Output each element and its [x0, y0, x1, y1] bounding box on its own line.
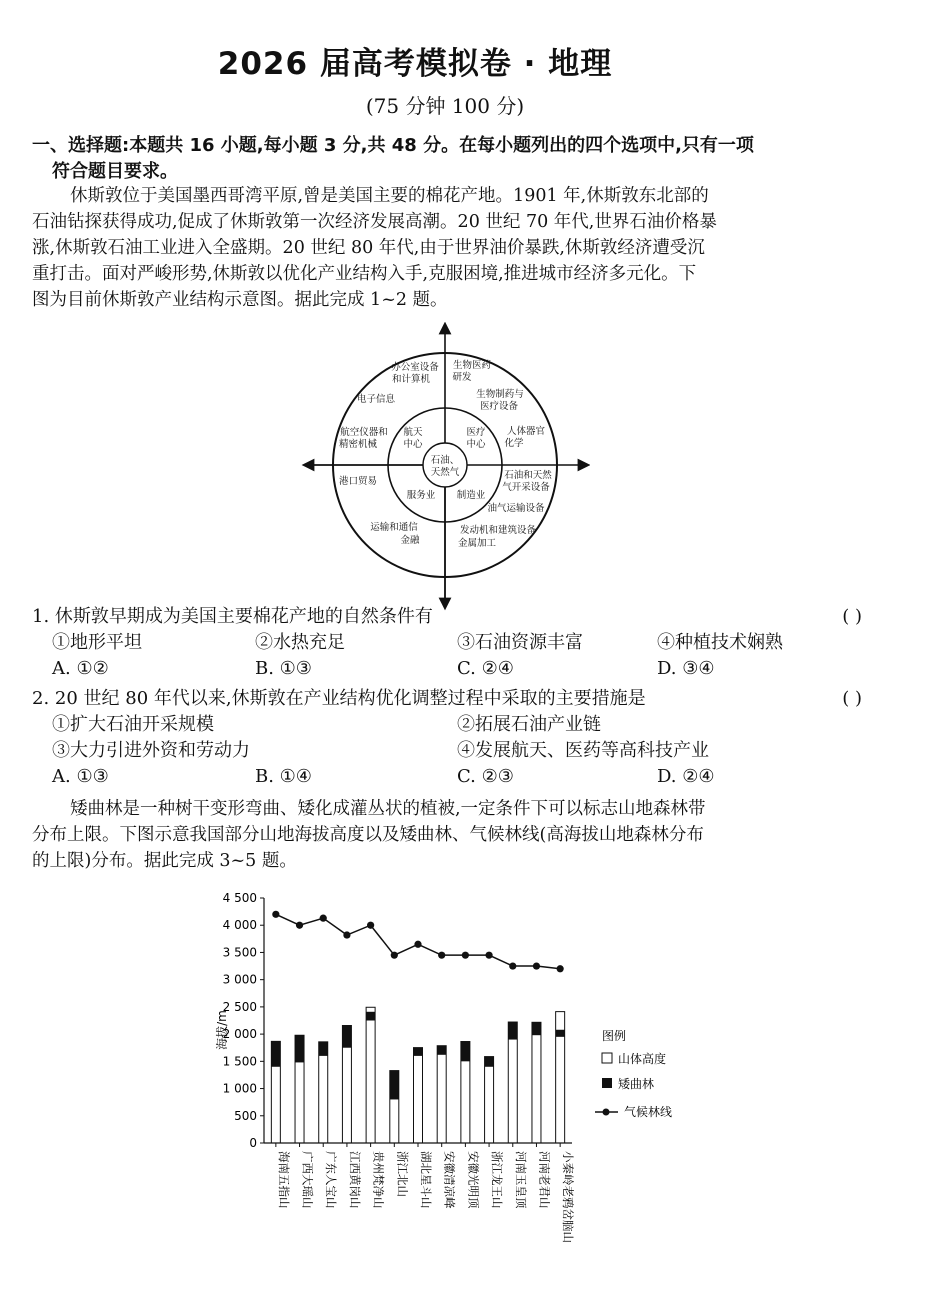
label-transport-2: 金融 — [400, 535, 420, 546]
x-tick-label: 广东人宝山 — [324, 1151, 339, 1209]
statement: ④发展航天、医药等高科技产业 — [457, 740, 709, 761]
krummholz-bar — [295, 1035, 304, 1062]
label-biopharma-1: 生物制药与 — [476, 389, 524, 400]
treeline-point — [272, 911, 279, 918]
y-tick-label: 2 500 — [222, 999, 257, 1014]
label-biomed-1: 生物医药 — [452, 360, 492, 371]
statement-row — [32, 738, 862, 764]
mountain-height-bar — [437, 1046, 446, 1143]
passage-houston — [32, 183, 862, 313]
x-tick-label: 海南五指山 — [276, 1151, 291, 1209]
krummholz-bar — [414, 1048, 423, 1056]
x-tick-label: 浙江北山 — [395, 1151, 410, 1197]
krummholz-bar — [556, 1030, 565, 1037]
x-tick-label: 安徽光明顶 — [466, 1151, 481, 1209]
question-1 — [32, 604, 862, 682]
mountain-height-bar — [532, 1022, 541, 1143]
x-tick-label: 湖北星斗山 — [419, 1151, 433, 1209]
statement: ①地形平坦 — [52, 632, 142, 653]
mountain-height-bar — [319, 1042, 328, 1143]
passage-line: 重打击。面对严峻形势,休斯敦以优化产业结构入手,克服困境,推进城市经济多元化。下 — [32, 264, 697, 284]
mountain-height-bar — [485, 1057, 494, 1143]
question-stem: 1. 休斯敦早期成为美国主要棉花产地的自然条件有 — [32, 606, 433, 627]
statement: ④种植技术娴熟 — [657, 632, 783, 653]
y-tick-label: 3 000 — [222, 972, 257, 987]
legend-title: 图例 — [602, 1029, 627, 1043]
legend-label-mountain: 山体高度 — [618, 1052, 667, 1066]
section-heading-line2: 符合题目要求。 — [52, 161, 178, 182]
option-d[interactable]: D. ②④ — [657, 766, 715, 787]
answer-bracket: ( ) — [842, 688, 862, 709]
label-organ-1: 人体器官 — [506, 426, 546, 437]
treeline-point — [391, 952, 398, 959]
answer-bracket: ( ) — [842, 606, 862, 627]
legend-swatch-mountain — [602, 1053, 612, 1063]
legend-label-krummholz: 矮曲林 — [618, 1077, 655, 1091]
statement: ③石油资源丰富 — [457, 632, 583, 653]
center-label-1: 石油、 — [430, 455, 460, 466]
krummholz-bar — [319, 1042, 328, 1056]
x-tick-label: 贵州梵净山 — [371, 1151, 386, 1209]
krummholz-bar — [366, 1012, 375, 1021]
x-tick-label: 河南玉皇顶 — [513, 1151, 528, 1209]
x-tick-label: 河南老君山 — [537, 1151, 552, 1209]
treeline-point — [509, 962, 516, 969]
option-c[interactable]: C. ②④ — [457, 658, 514, 679]
label-port: 港口贸易 — [338, 476, 378, 487]
x-tick-label: 江西黄岗山 — [347, 1151, 362, 1209]
page-title: 2026 届高考模拟卷 · 地理 — [217, 46, 613, 82]
statement: ②水热充足 — [255, 632, 345, 653]
x-tick-label: 小秦岭老鸦岔脑山 — [561, 1151, 576, 1243]
treeline-point — [557, 965, 564, 972]
label-avionics-2: 精密机械 — [338, 439, 378, 450]
y-tick-label: 500 — [234, 1108, 257, 1123]
legend-swatch-krummholz — [602, 1078, 612, 1088]
label-engine-1: 发动机和建筑设备 — [459, 525, 537, 536]
statement: ③大力引进外资和劳动力 — [52, 740, 250, 761]
krummholz-bar — [461, 1042, 470, 1062]
option-b[interactable]: B. ①③ — [255, 658, 312, 679]
statement-row — [32, 630, 862, 656]
y-tick-label: 0 — [249, 1136, 257, 1150]
label-avionics-1: 航空仪器和 — [340, 427, 388, 438]
x-tick-label: 浙江龙王山 — [490, 1151, 505, 1209]
label-pipeline: 油气运输设备 — [487, 503, 545, 514]
industry-structure-diagram — [300, 322, 590, 612]
krummholz-bar — [342, 1026, 351, 1048]
label-medical-2: 中心 — [466, 439, 486, 450]
label-oilgas-equip-1: 石油和天然 — [504, 470, 552, 481]
treeline-point — [533, 962, 540, 969]
option-b[interactable]: B. ①④ — [255, 766, 312, 787]
label-engine-2: 金属加工 — [457, 538, 497, 549]
y-tick-label: 1 000 — [222, 1081, 257, 1096]
label-aerospace-2: 中心 — [403, 439, 423, 450]
section-heading-line1: 一、选择题:本题共 16 小题,每小题 3 分,共 48 分。在每小题列出的四个选项中,只有一项 — [32, 135, 754, 156]
statement: ①扩大石油开采规模 — [52, 714, 214, 735]
label-aerospace-1: 航天 — [403, 427, 423, 438]
y-axis-label: 海拔/m — [215, 1010, 229, 1050]
passage-line: 图为目前休斯敦产业结构示意图。据此完成 1~2 题。 — [32, 290, 448, 310]
passage-line: 的上限)分布。据此完成 3~5 题。 — [32, 851, 297, 871]
option-d[interactable]: D. ③④ — [657, 658, 715, 679]
treeline-point — [296, 922, 303, 929]
question-stem: 2. 20 世纪 80 年代以来,休斯敦在产业结构优化调整过程中采取的主要措施是 — [32, 688, 646, 709]
y-tick-label: 4 000 — [222, 918, 257, 933]
option-a[interactable]: A. ①③ — [52, 766, 109, 787]
legend-marker-treeline — [603, 1109, 610, 1116]
treeline-point — [367, 922, 374, 929]
altitude-chart — [190, 880, 720, 1280]
option-row — [32, 764, 862, 790]
option-row — [32, 656, 862, 682]
option-a[interactable]: A. ①② — [52, 658, 109, 679]
krummholz-bar — [390, 1071, 399, 1100]
label-biopharma-2: 医疗设备 — [479, 401, 519, 412]
section-heading — [32, 133, 872, 185]
center-label-2: 天然气 — [430, 467, 460, 478]
treeline-point — [343, 931, 350, 938]
mountain-height-bar — [366, 1007, 375, 1143]
krummholz-bar — [485, 1057, 494, 1067]
exam-duration-score: (75 分钟 100 分) — [365, 94, 525, 118]
y-tick-label: 1 500 — [222, 1054, 257, 1069]
label-electronics: 电子信息 — [356, 394, 396, 405]
passage-line: 涨,休斯敦石油工业进入全盛期。20 世纪 80 年代,由于世界油价暴跌,休斯敦经济遭受沉 — [32, 238, 705, 258]
label-service: 服务业 — [406, 490, 436, 501]
krummholz-bar — [437, 1046, 446, 1055]
krummholz-bar — [532, 1022, 541, 1035]
label-biomed-2: 研发 — [452, 372, 472, 383]
label-transport-1: 运输和通信 — [370, 522, 418, 533]
question-2 — [32, 686, 862, 790]
mountain-height-bar — [508, 1022, 517, 1143]
y-tick-label: 2 000 — [222, 1027, 257, 1042]
label-office-2: 和计算机 — [391, 374, 431, 385]
treeline-point — [414, 941, 421, 948]
passage-line: 矮曲林是一种树干变形弯曲、矮化成灌丛状的植被,一定条件下可以标志山地森林带 — [70, 799, 706, 819]
treeline-point — [485, 952, 492, 959]
treeline-point — [320, 915, 327, 922]
option-c[interactable]: C. ②③ — [457, 766, 514, 787]
label-organ-2: 化学 — [504, 438, 524, 449]
label-oilgas-equip-2: 气开采设备 — [502, 482, 550, 493]
krummholz-bar — [508, 1022, 517, 1040]
y-tick-label: 3 500 — [222, 945, 257, 960]
label-office-1: 办公室设备 — [391, 362, 439, 373]
statement: ②拓展石油产业链 — [457, 714, 601, 735]
passage-line: 分布上限。下图示意我国部分山地海拔高度以及矮曲林、气候林线(高海拔山地森林分布 — [32, 825, 704, 845]
passage-krummholz — [32, 796, 862, 874]
treeline-point — [462, 952, 469, 959]
mountain-height-bar — [414, 1048, 423, 1143]
statement-row — [32, 712, 862, 738]
x-tick-label: 安徽清凉峰 — [442, 1151, 457, 1209]
label-medical-1: 医疗 — [466, 427, 486, 438]
x-tick-label: 广西大瑶山 — [300, 1151, 315, 1209]
legend-label-treeline: 气候林线 — [624, 1105, 673, 1119]
passage-line: 休斯敦位于美国墨西哥湾平原,曾是美国主要的棉花产地。1901 年,休斯敦东北部的 — [70, 186, 709, 206]
label-manufacturing: 制造业 — [456, 490, 486, 501]
krummholz-bar — [271, 1041, 280, 1066]
y-tick-label: 4 500 — [222, 891, 257, 905]
treeline-point — [438, 952, 445, 959]
passage-line: 石油钻探获得成功,促成了休斯敦第一次经济发展高潮。20 世纪 70 年代,世界石油价格暴 — [32, 212, 717, 232]
